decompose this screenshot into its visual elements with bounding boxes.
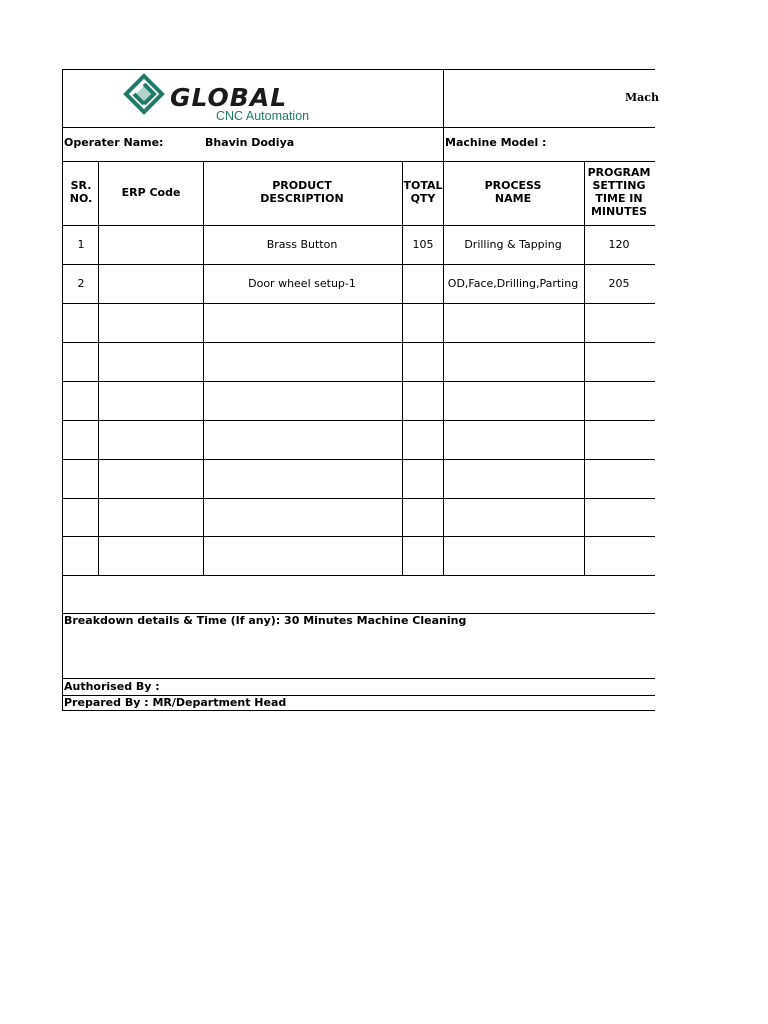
cell-product: Door wheel setup-1 xyxy=(248,276,356,290)
global-logo-icon xyxy=(122,73,166,121)
cell-process: Drilling & Tapping xyxy=(464,237,562,251)
grid-line xyxy=(62,264,655,265)
grid-line xyxy=(62,498,655,499)
grid-line xyxy=(62,225,655,226)
grid-line xyxy=(62,69,63,711)
prepared-by: Prepared By : MR/Department Head xyxy=(64,696,287,709)
header-total-qty: TOTAL QTY xyxy=(403,179,443,205)
grid-line xyxy=(443,69,444,161)
cell-sr: 2 xyxy=(77,276,85,290)
grid-line xyxy=(62,69,655,70)
cell-sr: 1 xyxy=(77,237,85,251)
grid-line xyxy=(62,678,655,679)
grid-line xyxy=(62,459,655,460)
logo-subtitle: CNC Automation xyxy=(216,109,310,123)
grid-line xyxy=(62,536,655,537)
grid-line xyxy=(584,161,585,575)
grid-line xyxy=(62,342,655,343)
authorised-by: Authorised By : xyxy=(64,680,160,693)
cell-process: OD,Face,Drilling,Parting xyxy=(447,276,579,290)
grid-line xyxy=(62,575,655,576)
grid-line xyxy=(62,710,655,711)
grid-line xyxy=(443,161,444,575)
header-program-time: PROGRAM SETTING TIME IN MINUTES xyxy=(587,166,651,218)
grid-line xyxy=(62,381,655,382)
logo-brand: GLOBAL xyxy=(170,83,288,112)
breakdown-details: Breakdown details & Time (If any): 30 Minutes Machine Cleaning xyxy=(64,614,467,627)
grid-line xyxy=(62,695,655,696)
sheet-title: Mach xyxy=(625,91,659,104)
cell-time: 120 xyxy=(608,237,630,251)
cell-time: 205 xyxy=(608,276,630,290)
grid-line xyxy=(402,161,403,575)
grid-line xyxy=(62,303,655,304)
operator-value: Bhavin Dodiya xyxy=(205,136,295,149)
header-process-name: PROCESS NAME xyxy=(484,179,542,205)
grid-line xyxy=(62,127,655,128)
machine-model-label: Machine Model : xyxy=(445,136,547,149)
cell-product: Brass Button xyxy=(266,237,338,251)
cell-qty: 105 xyxy=(412,237,434,251)
grid-line xyxy=(62,613,655,614)
grid-line xyxy=(203,161,204,575)
header-erp-code: ERP Code xyxy=(121,186,181,199)
grid-line xyxy=(98,161,99,575)
grid-line xyxy=(62,420,655,421)
grid-line xyxy=(62,161,655,162)
header-product-description: PRODUCT DESCRIPTION xyxy=(260,179,344,205)
operator-label: Operater Name: xyxy=(64,136,164,149)
header-sr-no: SR. NO. xyxy=(69,179,93,205)
